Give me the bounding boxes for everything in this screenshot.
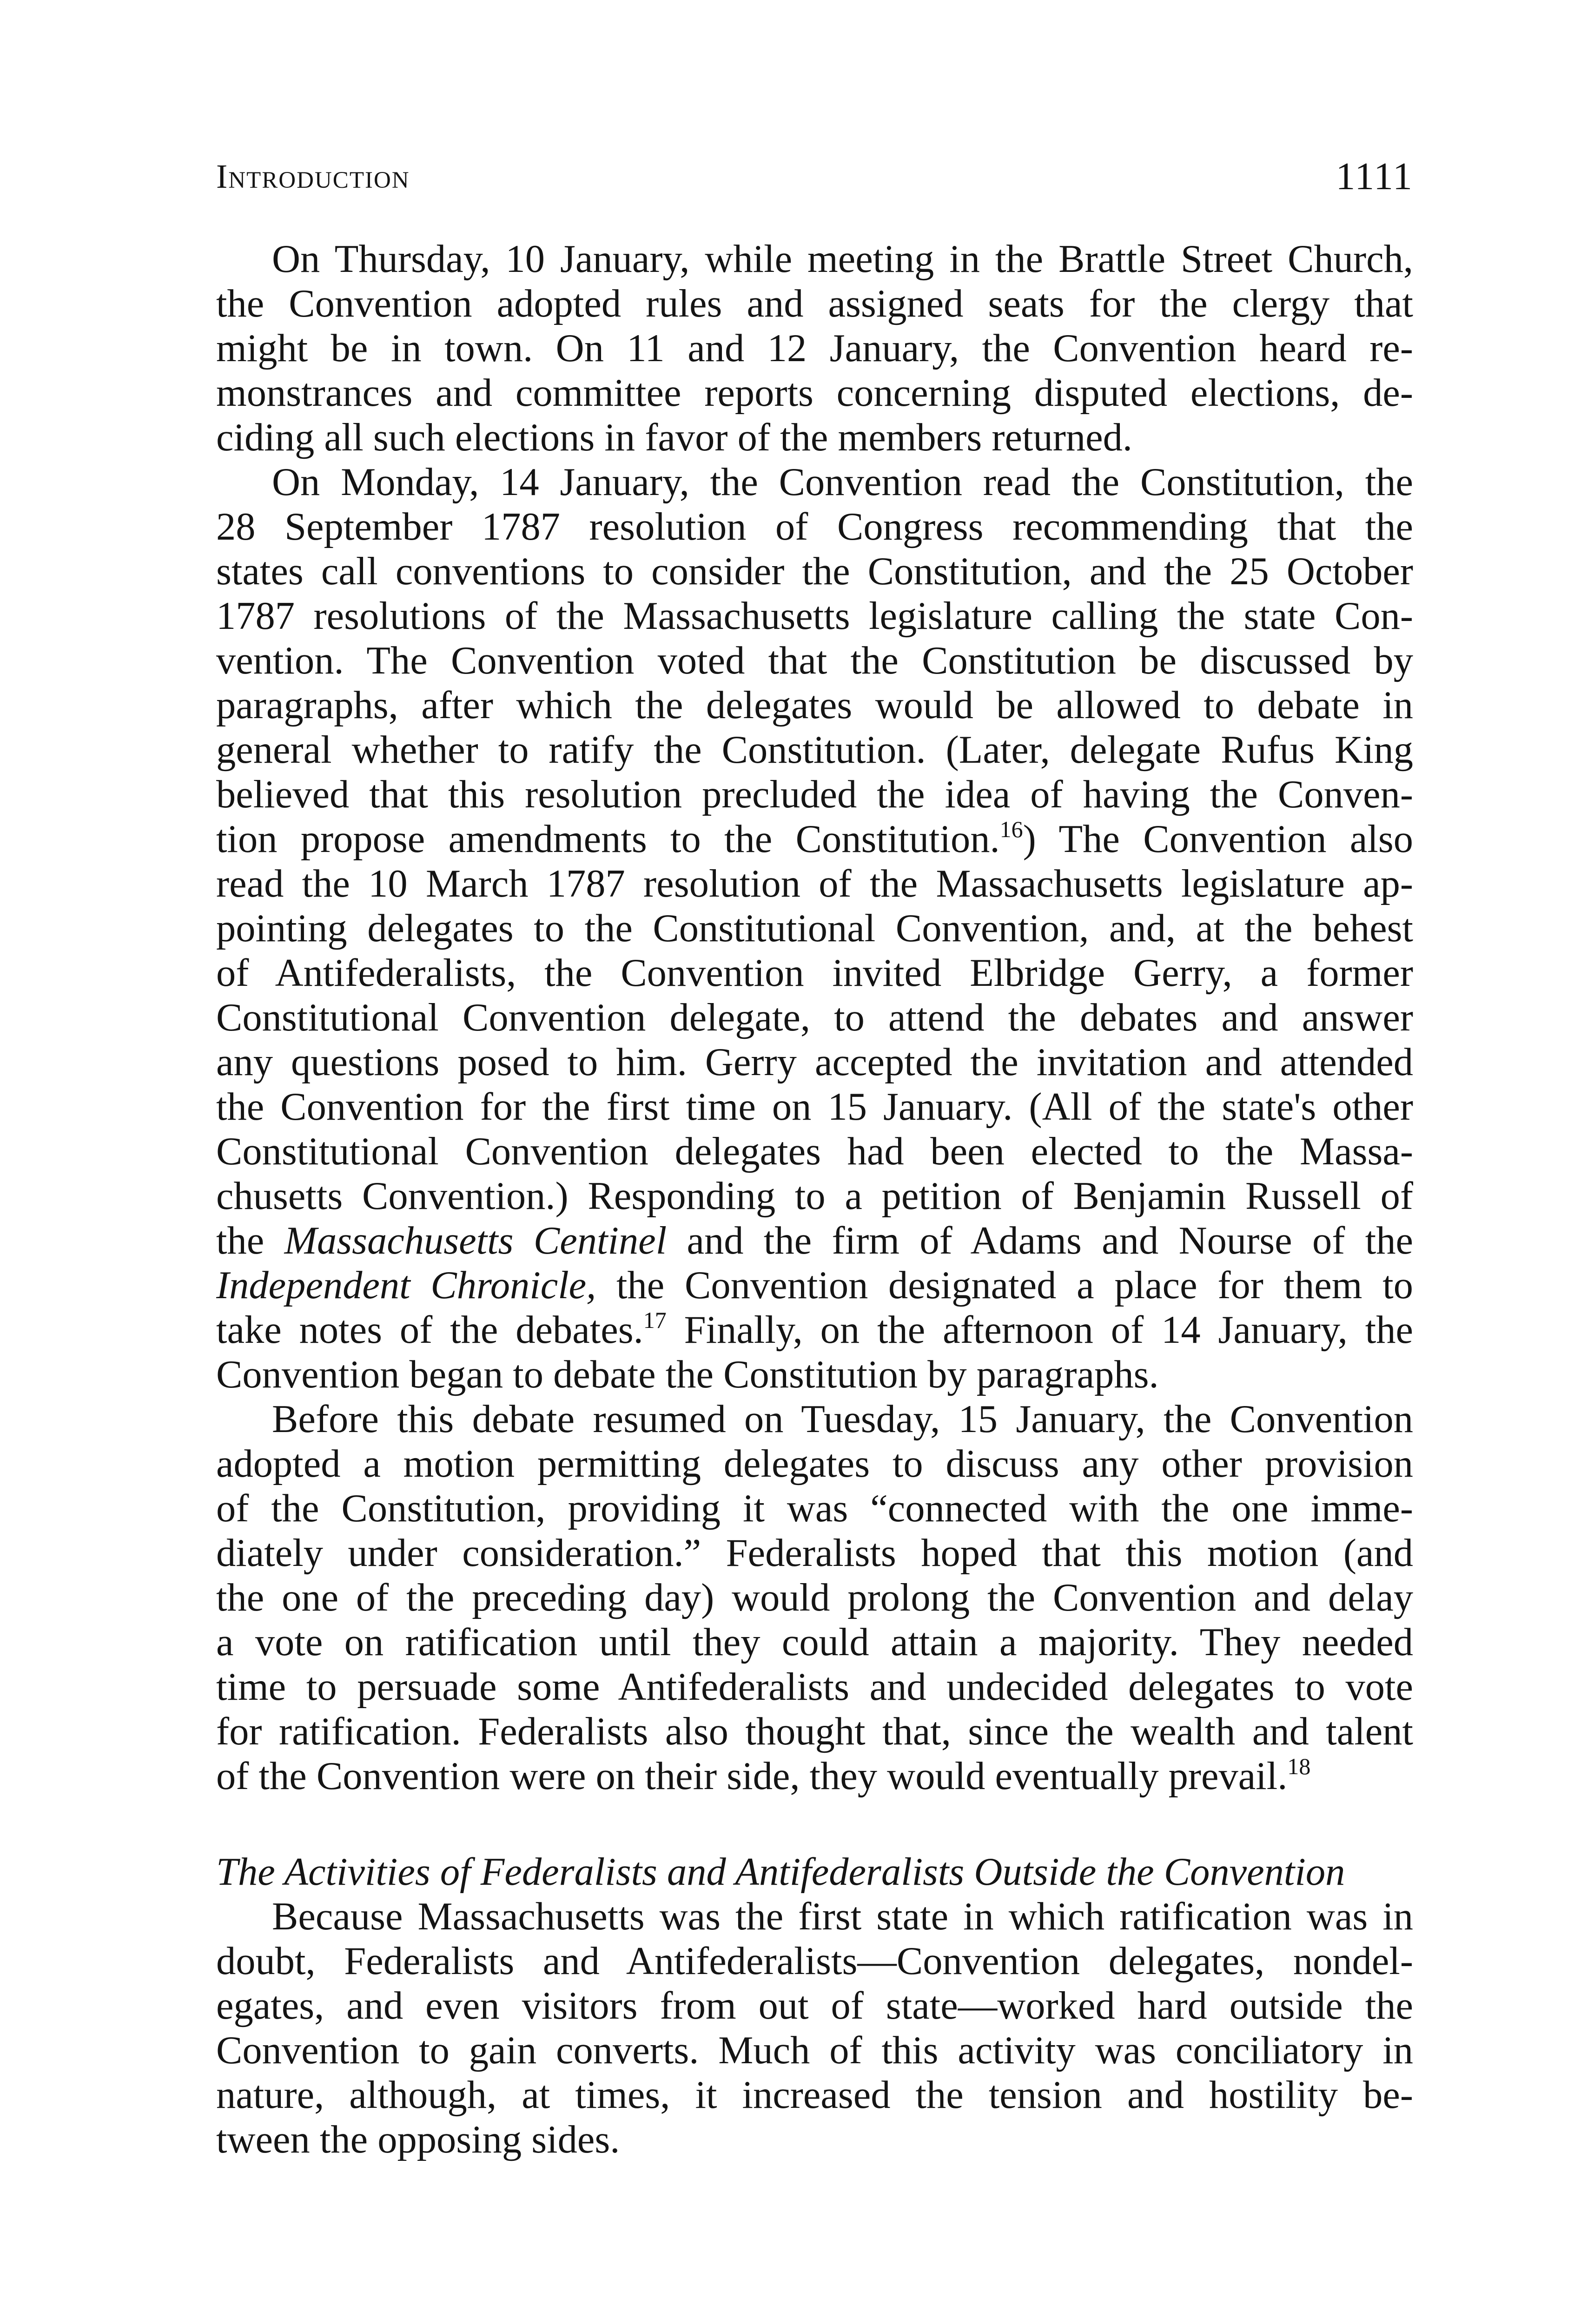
text-run: tion propose amendments to the Constitution.: [216, 818, 1000, 861]
running-head-title: Introduction: [216, 158, 410, 195]
text-line: Convention to gain converts. Much of this activity was conciliatory in: [216, 2029, 1413, 2072]
body-text: [216, 237, 1413, 2162]
text-line: chusetts Convention.) Responding to a petition of Benjamin Russell of: [216, 1175, 1413, 1218]
text-run: ) The Convention also: [1023, 818, 1413, 861]
paragraph: [216, 1397, 1413, 1799]
text-line: ciding all such elections in favor of the members returned.: [216, 416, 1133, 459]
text-line: adopted a motion permitting delegates to discuss any other provision: [216, 1442, 1413, 1486]
page-number: 1111: [1336, 155, 1413, 198]
text-line: pointing delegates to the Constitutional Convention, and, at the behest: [216, 907, 1413, 950]
section-heading: The Activities of Federalists and Antifederalists Outside the Convention: [216, 1850, 1345, 1894]
text-line: Constitutional Convention delegates had been elected to the Massa-: [216, 1130, 1413, 1173]
text-line: the Convention adopted rules and assigned seats for the clergy that: [216, 282, 1413, 325]
text-line: a vote on ratification until they could attain a majority. They needed: [216, 1621, 1413, 1664]
text-line: [216, 1754, 1413, 1799]
text-run: the: [216, 1219, 284, 1262]
text-line: Because Massachusetts was the first state in which ratification was in: [272, 1895, 1413, 1938]
text-line: time to persuade some Antifederalists and undecided delegates to vote: [216, 1665, 1413, 1709]
running-head: [216, 151, 1413, 202]
text-line: vention. The Convention voted that the Constitution be discussed by: [216, 639, 1413, 682]
newspaper-title: Independent Chronicle,: [216, 1264, 596, 1307]
text-line: states call conventions to consider the Constitution, and the 25 October: [216, 550, 1413, 593]
text-line: of Antifederalists, the Convention invited Elbridge Gerry, a former: [216, 951, 1413, 995]
text-line: paragraphs, after which the delegates would be allowed to debate in: [216, 684, 1413, 727]
paragraph: [216, 460, 1413, 1397]
text-line: 1787 resolutions of the Massachusetts legislature calling the state Con-: [216, 594, 1413, 638]
text-line: of the Constitution, providing it was “connected with the one imme-: [216, 1487, 1413, 1530]
text-line: [216, 1263, 1413, 1308]
text-line: general whether to ratify the Constitution. (Later, delegate Rufus King: [216, 728, 1413, 772]
text-line: doubt, Federalists and Antifederalists—Convention delegates, nondel-: [216, 1940, 1413, 1983]
text-line: the one of the preceding day) would prolong the Convention and delay: [216, 1576, 1413, 1619]
text-line: for ratification. Federalists also thought that, since the wealth and talent: [216, 1710, 1413, 1753]
text-line: nature, although, at times, it increased the tension and hostility be-: [216, 2073, 1413, 2117]
footnote-ref[interactable]: 17: [643, 1308, 667, 1333]
text-line: On Thursday, 10 January, while meeting in the Brattle Street Church,: [272, 238, 1413, 281]
text-line: diately under consideration.” Federalists hoped that this motion (and: [216, 1532, 1413, 1575]
text-line: might be in town. On 11 and 12 January, the Convention heard re-: [216, 327, 1413, 370]
text-line: Convention began to debate the Constitution by paragraphs.: [216, 1353, 1159, 1396]
text-run: of the Convention were on their side, they would eventually prevail.: [216, 1755, 1288, 1798]
footnote-ref[interactable]: 18: [1287, 1754, 1311, 1779]
text-line: [216, 817, 1413, 862]
text-run: take notes of the debates.: [216, 1308, 643, 1352]
section-spacer: [216, 1799, 1413, 1850]
text-line: tween the opposing sides.: [216, 2118, 620, 2161]
text-line: the Convention for the first time on 15 January. (All of the state's other: [216, 1085, 1413, 1129]
newspaper-title: Massachusetts Centinel: [284, 1219, 667, 1262]
text-run: and the firm of Adams and Nourse of the: [667, 1219, 1413, 1262]
paragraph: [216, 1895, 1413, 2162]
paragraph: [216, 237, 1413, 460]
text-line: egates, and even visitors from out of state—worked hard outside the: [216, 1984, 1413, 2027]
text-line: 28 September 1787 resolution of Congress recommending that the: [216, 505, 1413, 548]
text-line: On Monday, 14 January, the Convention read the Constitution, the: [272, 461, 1413, 504]
text-run: Finally, on the afternoon of 14 January, the: [666, 1308, 1413, 1352]
text-line: monstrances and committee reports concerning disputed elections, de-: [216, 371, 1413, 415]
text-line: read the 10 March 1787 resolution of the Massachusetts legislature ap-: [216, 862, 1413, 905]
text-line: Constitutional Convention delegate, to attend the debates and answer: [216, 996, 1413, 1039]
text-line: [216, 1219, 1413, 1263]
text-line: [216, 1308, 1413, 1353]
text-run: the Convention designated a place for them to: [596, 1264, 1413, 1307]
text-line: believed that this resolution precluded the idea of having the Conven-: [216, 773, 1413, 816]
text-line: any questions posed to him. Gerry accepted the invitation and attended: [216, 1041, 1413, 1084]
footnote-ref[interactable]: 16: [999, 817, 1023, 842]
text-line: Before this debate resumed on Tuesday, 15 January, the Convention: [272, 1398, 1413, 1441]
